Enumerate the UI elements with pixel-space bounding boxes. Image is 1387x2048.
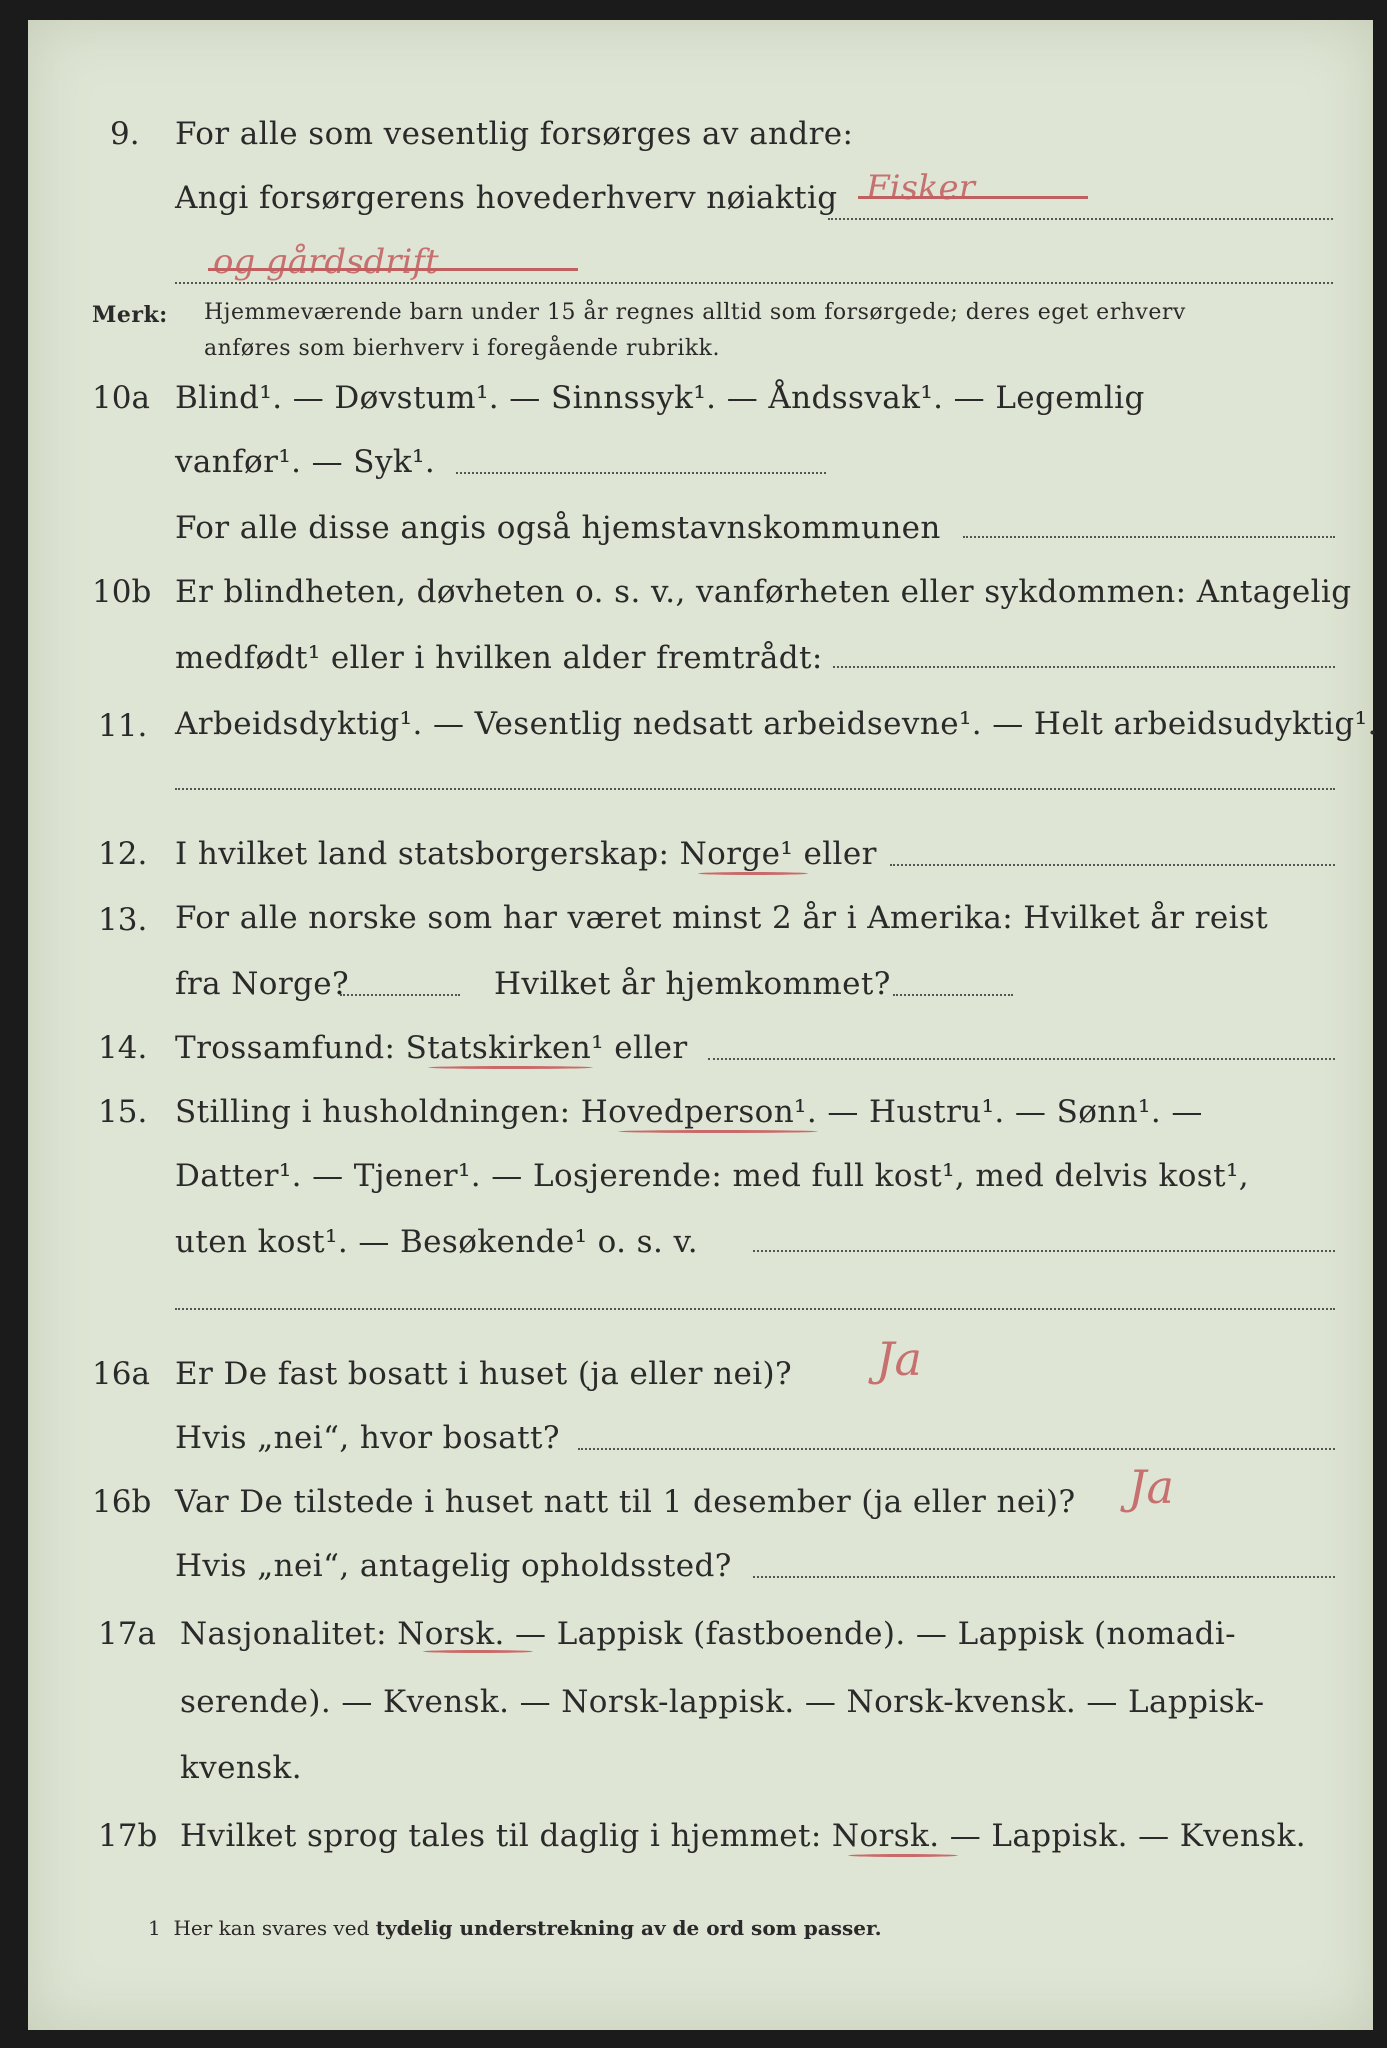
q16a-line2: Hvis „nei“, hvor bosatt? [175,1420,560,1456]
merk-label: Merk: [92,302,168,328]
q12-answer-dots [890,864,1335,866]
q13-line1: For alle norske som har været minst 2 år i Amerika: Hvilket år reist [175,900,1269,936]
q10b-answer-dots [833,666,1335,668]
q13-line2b: Hvilket år hjemkommet? [494,966,891,1002]
q17a-norsk-underline [423,1650,533,1653]
q10b-line2: medfødt¹ eller i hvilken alder fremtrådt: [175,640,823,676]
q10a-line3: For alle disse angis også hjemstavnskommunen [175,510,941,546]
q9-line1: For alle som vesentlig forsørges av andre: [175,116,854,152]
q14-line1: Trossamfund: Statskirken¹ eller [175,1030,688,1066]
q17a-line2: serende). — Kvensk. — Norsk-lappisk. — Norsk-kvensk. — Lappisk- [180,1684,1265,1720]
q15-answer-dots [753,1250,1335,1252]
q10b-line1: Er blindheten, døvheten o. s. v., vanførheten eller sykdommen: Antagelig [175,574,1352,610]
q10a-answer-dots [456,472,826,474]
q10b-number: 10b [92,574,152,610]
q15-answer-dots-2 [175,1308,1335,1310]
q15-line2: Datter¹. — Tjener¹. — Losjerende: med full kost¹, med delvis kost¹, [175,1158,1250,1194]
q14-statskirken-underline [428,1066,593,1069]
q16b-number: 16b [92,1484,152,1520]
q13-line2: fra Norge? [175,966,350,1002]
merk-line1: Hjemmeværende barn under 15 år regnes alltid som forsørgede; deres eget erhverv [204,300,1186,325]
q10a-line1: Blind¹. — Døvstum¹. — Sinnssyk¹. — Åndssvak¹. — Legemlig [175,380,1145,416]
q13-year-left-dots [340,994,460,996]
q14-answer-dots [708,1058,1335,1060]
q17a-number: 17a [98,1616,156,1652]
q16a-answer-dots [578,1448,1335,1450]
q12-line1: I hvilket land statsborgerskap: Norge¹ eller [175,836,877,872]
footnote-text-2: tydelig understrekning av de ord som passer. [375,1916,882,1940]
q9-answer-dots [828,218,1333,220]
q11-line1: Arbeidsdyktig¹. — Vesentlig nedsatt arbeidsevne¹. — Helt arbeidsudyktig¹. [175,706,1378,742]
q11-answer-dots [175,788,1335,790]
q10a-municipality-dots [963,536,1335,538]
footnote-mark: 1 [148,1916,161,1940]
q9-strikethrough-2 [208,268,578,271]
q9-answer-dots-2 [175,282,1333,284]
census-form-page [28,20,1378,2030]
q10a-number: 10a [92,380,150,416]
q14-number: 14. [98,1030,148,1066]
footnote [148,1916,882,1940]
q17a-line1: Nasjonalitet: Norsk. — Lappisk (fastboende). — Lappisk (nomadi- [180,1616,1237,1652]
q9-line2: Angi forsørgerens hovederhverv nøiaktig [175,180,838,216]
q12-norge-underline [698,872,808,875]
q9-strikethrough-1 [858,196,1088,199]
merk-line2: anføres som bierhverv i foregående rubrikk. [204,336,721,361]
q17b-norsk-underline [848,1854,958,1857]
q11-number: 11. [98,708,148,744]
q16b-line1: Var De tilstede i huset natt til 1 desember (ja eller nei)? [175,1484,1076,1520]
q10a-line2: vanfør¹. — Syk¹. [175,444,436,480]
q16b-answer-dots [753,1576,1335,1578]
q15-hovedperson-underline [618,1130,818,1133]
q17a-line3: kvensk. [180,1750,302,1786]
q9-handwritten-occupation-2: og gårdsdrift [213,242,439,282]
q16a-handwritten-answer: Ja [876,1332,922,1386]
q16a-line1: Er De fast bosatt i huset (ja eller nei)? [175,1356,793,1392]
q15-line3: uten kost¹. — Besøkende¹ o. s. v. [175,1224,698,1260]
q13-year-returned-dots [893,994,1013,996]
q15-line1: Stilling i husholdningen: Hovedperson¹. — Hustru¹. — Sønn¹. — [175,1094,1203,1130]
q12-number: 12. [98,836,148,872]
q9-number: 9. [110,116,140,152]
q17b-number: 17b [98,1818,158,1854]
q15-number: 15. [98,1094,148,1130]
q17b-line1: Hvilket sprog tales til daglig i hjemmet: Norsk. — Lappisk. — Kvensk. [180,1818,1307,1854]
q13-number: 13. [98,902,148,938]
footnote-text-1: Her kan svares ved [173,1916,376,1940]
q16a-number: 16a [92,1356,150,1392]
q9-handwritten-occupation: Fisker [866,168,975,208]
q16b-line2: Hvis „nei“, antagelig opholdssted? [175,1548,732,1584]
q16b-handwritten-answer: Ja [1128,1460,1174,1514]
